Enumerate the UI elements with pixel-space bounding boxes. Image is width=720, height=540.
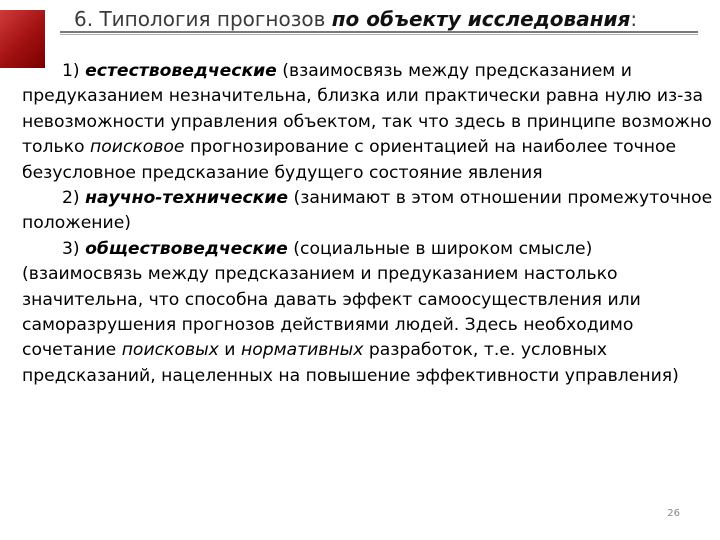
title-divider-secondary [60, 34, 698, 35]
item-text: (занимают в этом отношении промежуточное положение) [22, 188, 713, 234]
item-number: 1) [62, 61, 86, 81]
item-text: и [218, 340, 241, 361]
item-italic-term: поисковое [90, 137, 185, 158]
title-emphasis: по объекту исследования [331, 7, 631, 31]
item-term: научно-технические [85, 188, 289, 209]
list-item-natural-sciences [22, 59, 714, 186]
list-item-scientific-technical [22, 186, 714, 237]
title-prefix: 6. Типология прогнозов [74, 7, 332, 31]
item-term: обществоведческие [85, 238, 288, 259]
item-italic-term: поисковых [121, 340, 219, 361]
item-italic-term: нормативных [240, 340, 364, 361]
item-text: (взаимосвязь между предсказанием и предуказанием незначительна, близка или практически равна нулю из-за невозможности управления объектом, так что здесь в принципе возможно только [22, 61, 712, 158]
item-number: 2) [62, 188, 86, 209]
list-item-social-sciences [22, 237, 714, 389]
slide-body [22, 59, 714, 389]
title-suffix: : [630, 7, 638, 31]
item-number: 3) [62, 238, 86, 259]
page-number: 26 [667, 508, 680, 519]
item-text: (социальные в широком смысле) (взаимосвязь между предсказанием и предуказанием настолько значительна, что способна давать эффект самоосуществления или саморазрушения прогнозов действиями людей. Здесь необходимо сочетание [22, 238, 641, 361]
item-term: естествоведческие [85, 61, 277, 81]
slide-title [74, 6, 674, 33]
item-text: разработок, т.е. условных предсказаний, нацеленных на повышение эффективности управления) [22, 340, 679, 386]
item-text: прогнозирование с ориентацией на наиболее точное безусловное предсказание будущего состояние явления [22, 137, 677, 183]
